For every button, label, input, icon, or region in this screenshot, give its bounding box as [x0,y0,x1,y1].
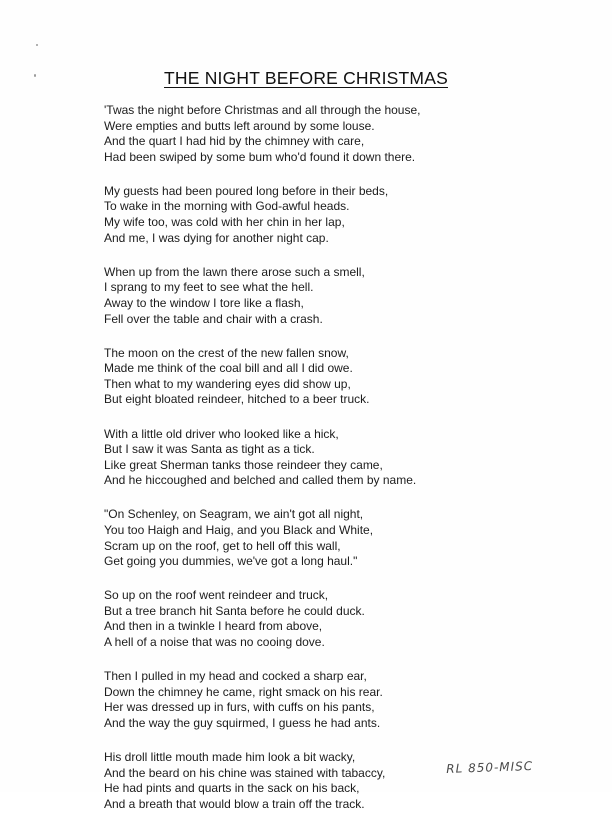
poem-line: 'Twas the night before Christmas and all through the house, [104,103,421,117]
stanza-3 [104,265,504,327]
poem-line: My guests had been poured long before in their beds, [104,183,389,198]
stanza-2 [104,184,504,246]
scan-speck [36,44,38,46]
stanza-6 [104,507,504,569]
poem-line: Made me think of the coal bill and all I did owe. [104,361,353,376]
poem-line: And then in a twinkle I heard from above, [104,619,323,634]
poem-line: But a tree branch hit Santa before he could duck. [104,603,365,618]
stanza-4 [104,346,504,408]
stanza-5 [104,427,504,489]
poem-line: Get going you dummies, we've got a long haul." [104,554,358,569]
poem-line: You too Haigh and Haig, and you Black and White, [104,522,374,537]
poem-line: "On Schenley, on Seagram, we ain't got all night, [104,507,364,522]
poem-line: Then what to my wandering eyes did show up, [104,376,351,391]
poem-line: The moon on the crest of the new fallen snow, [104,345,349,360]
poem-line: Like great Sherman tanks those reindeer they came, [104,457,383,472]
poem-line: Scram up on the roof, get to hell off this wall, [104,538,341,553]
poem-line: But I saw it was Santa as tight as a tick. [104,442,315,457]
poem-line: And the way the guy squirmed, I guess he had ants. [104,715,381,730]
stanza-1 [104,103,504,165]
poem-line: Were empties and butts left around by some louse. [104,118,375,133]
poem-body [104,103,504,831]
poem-line: And the beard on his chine was stained with tabaccy, [104,765,386,780]
stanza-9 [104,750,504,812]
poem-line: But eight bloated reindeer, hitched to a beer truck. [104,392,370,407]
poem-line: A hell of a noise that was no cooing dove. [104,635,325,650]
poem-line: Away to the window I tore like a flash, [104,295,304,310]
poem-line: Her was dressed up in furs, with cuffs on his pants, [104,700,375,715]
poem-line: I sprang to my feet to see what the hell. [104,280,314,295]
poem-line: And the quart I had hid by the chimney with care, [104,134,365,149]
poem-line: Then I pulled in my head and cocked a sharp ear, [104,669,367,684]
poem-line: Down the chimney he came, right smack on his rear. [104,684,383,699]
stanza-8 [104,669,504,731]
stanza-7 [104,588,504,650]
poem-line: His droll little mouth made him look a bit wacky, [104,750,356,764]
poem-line: And he hiccoughed and belched and called them by name. [104,473,417,488]
poem-line: And a breath that would blow a train off the track. [104,796,365,811]
poem-title: THE NIGHT BEFORE CHRISTMAS [164,68,448,88]
poem-line: He had pints and quarts in the sack on his back, [104,781,360,796]
handwritten-catalog-note: RL 850-MISC [446,758,534,776]
poem-line: And me, I was dying for another night cap. [104,230,329,245]
poem-line: Had been swiped by some bum who'd found it down there. [104,149,416,164]
poem-line: When up from the lawn there arose such a smell, [104,264,365,279]
poem-line: With a little old driver who looked like a hick, [104,426,339,441]
poem-line: Fell over the table and chair with a crash. [104,311,323,326]
poem-line: My wife too, was cold with her chin in her lap, [104,215,345,230]
poem-line: So up on the roof went reindeer and truck, [104,588,329,603]
poem-line: To wake in the morning with God-awful heads. [104,199,350,214]
